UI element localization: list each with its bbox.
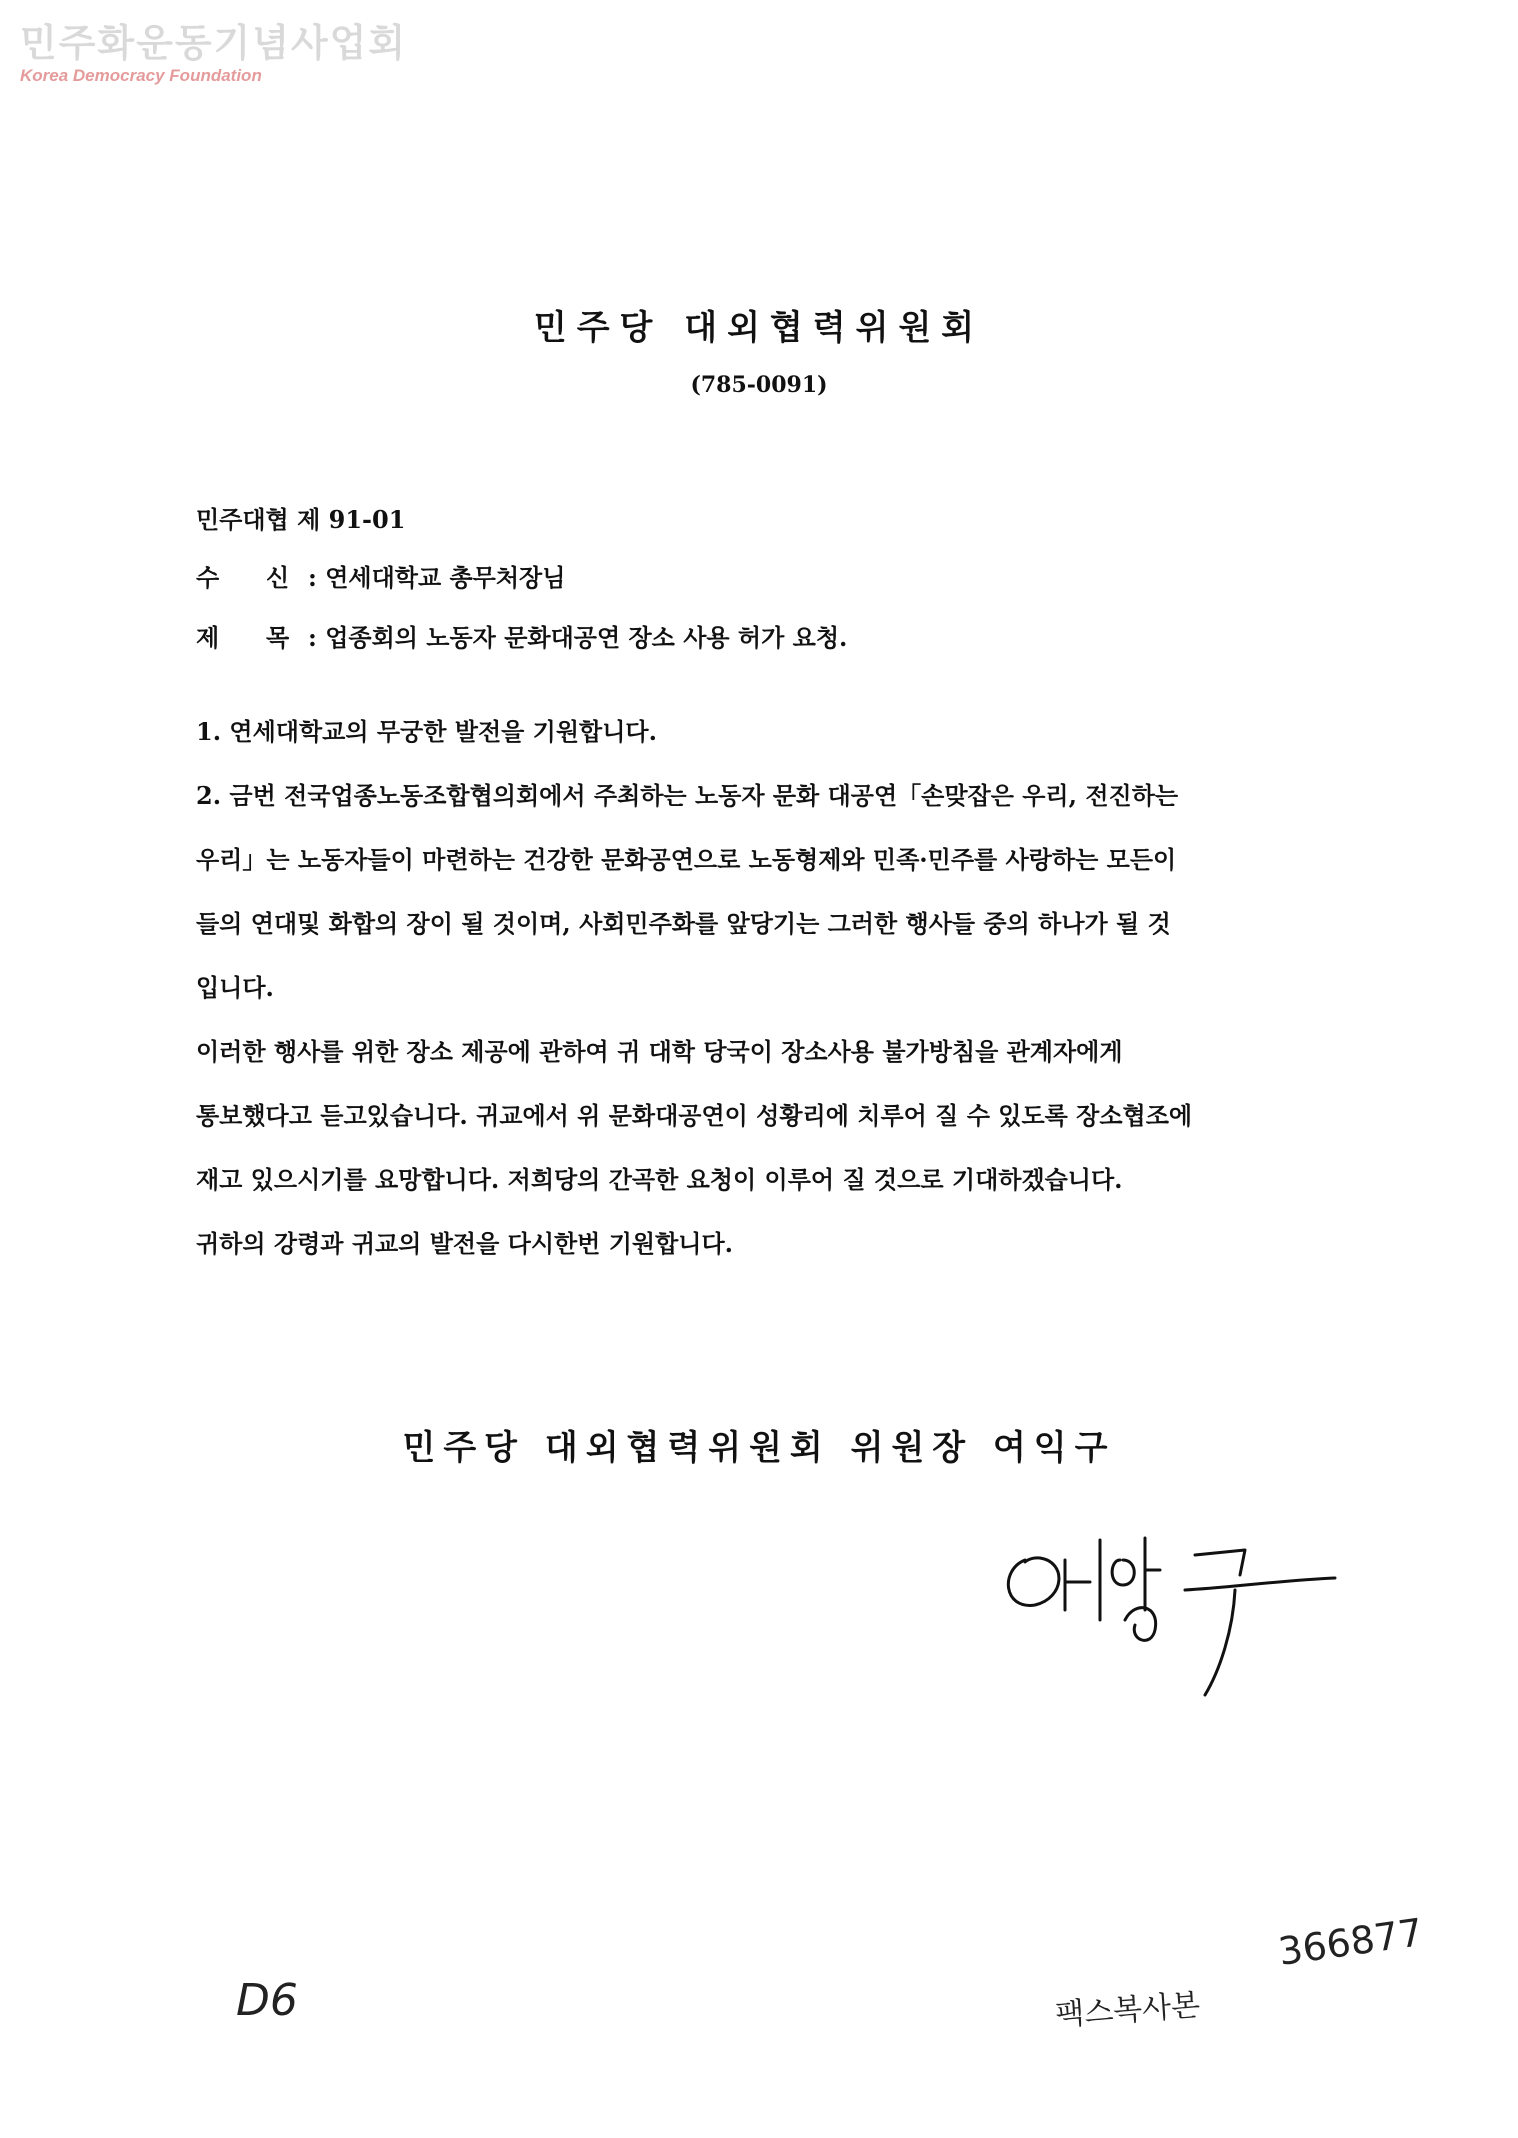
body-line: 통보했다고 듣고있습니다. 귀교에서 위 문화대공연이 성황리에 치루어 질 수 있도록 장소협조에 <box>196 1101 1193 1130</box>
watermark-logo <box>20 20 407 86</box>
document-phone: (785-0091) <box>690 372 828 398</box>
handwritten-number: 366877 <box>1275 1910 1426 1974</box>
watermark-korean: 민주화운동기념사업회 <box>20 21 408 65</box>
handwritten-signature <box>995 1500 1355 1700</box>
recipient-value: : 연세대학교 총무처장님 <box>308 563 566 592</box>
watermark-english: Korea Democracy Foundation <box>20 66 262 85</box>
body-line: 우리」는 노동자들이 마련하는 건강한 문화공연으로 노동형제와 민족·민주를 사랑하는 모든이 <box>196 845 1177 874</box>
document-number: 민주대협 제 91-01 <box>196 505 406 534</box>
recipient-label: 수 신 <box>196 563 290 592</box>
body-line: 2. 금번 전국업종노동조합협의회에서 주최하는 노동자 문화 대공연「손맞잡은 우리, 전진하는 <box>196 781 1179 810</box>
document-title: 민주당 대외협력위원회 <box>533 308 985 348</box>
body-line: 입니다. <box>196 973 274 1002</box>
body-line: 재고 있으시기를 요망합니다. 저희당의 간곡한 요청이 이루어 질 것으로 기대하겠습니다. <box>196 1165 1123 1194</box>
signatory-line: 민주당 대외협력위원회 위원장 여익구 <box>402 1428 1116 1468</box>
body-line: 들의 연대및 화합의 장이 될 것이며, 사회민주화를 앞당기는 그러한 행사들 중의 하나가 될 것 <box>196 909 1171 938</box>
letter-body <box>196 700 1316 1276</box>
subject-label: 제 목 <box>196 623 290 652</box>
body-line: 1. 연세대학교의 무궁한 발전을 기원합니다. <box>196 717 657 746</box>
recipient-row <box>196 558 565 593</box>
body-line: 이러한 행사를 위한 장소 제공에 관하여 귀 대학 당국이 장소사용 불가방침을 관계자에게 <box>196 1037 1123 1066</box>
body-line: 귀하의 강령과 귀교의 발전을 다시한번 기원합니다. <box>196 1229 733 1258</box>
handwritten-code: D6 <box>236 1975 298 2026</box>
subject-row <box>196 618 847 653</box>
handwritten-fax-note: 팩스복사본 <box>1054 1987 1202 2034</box>
subject-value: : 업종회의 노동자 문화대공연 장소 사용 허가 요청. <box>308 623 848 652</box>
